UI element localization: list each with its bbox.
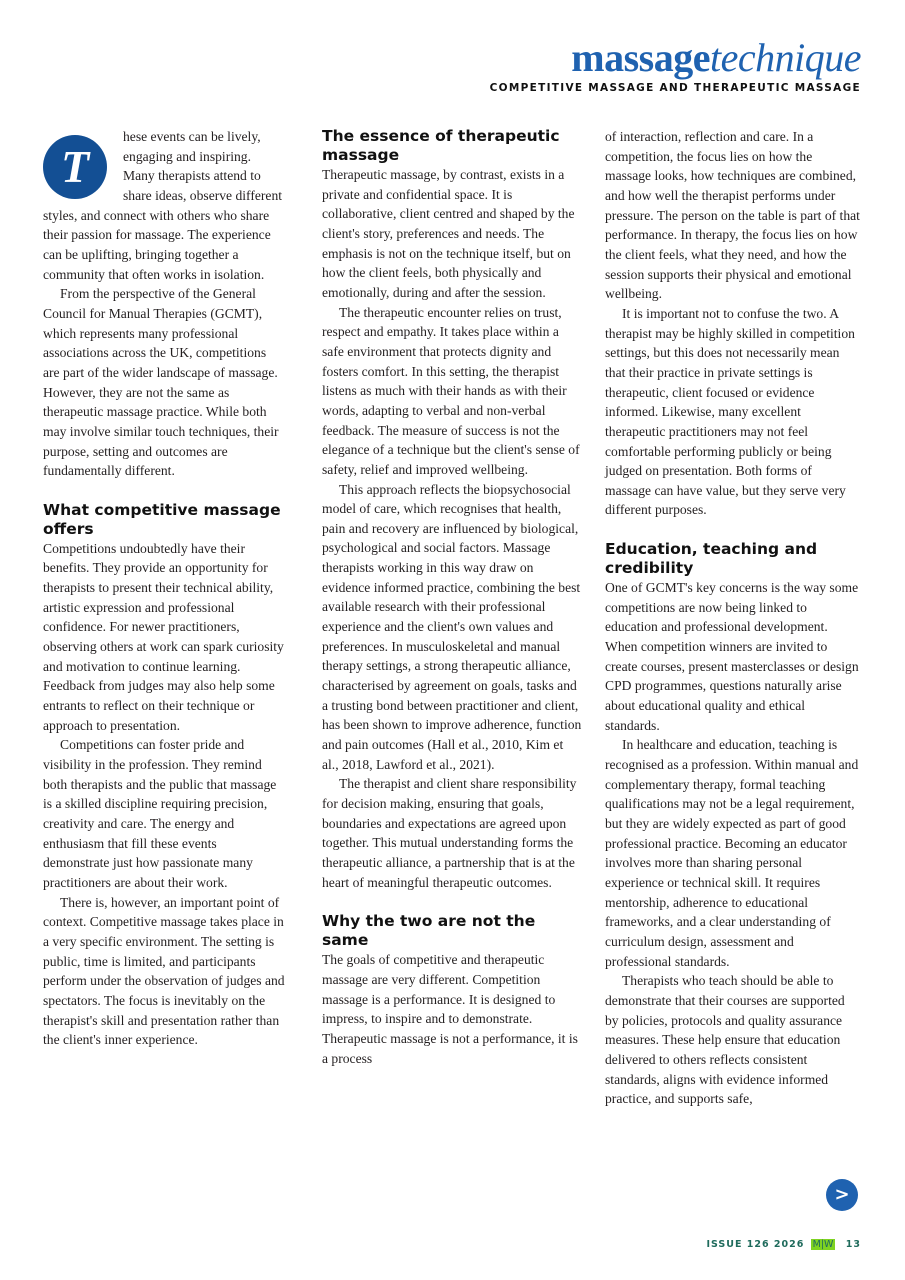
paragraph: Competitions undoubtedly have their benefits. They provide an opportunity for therapists to present their technical ability, artistic expression and professional confidence. For newer practitioners, observing others at work can spark curiosity and motivation to continue learning. Feedback from judges may also help some entrants to reflect on their technique or approach to presentation.: [43, 540, 284, 733]
paragraph: of interaction, reflection and care. In a competition, the focus lies on how the massage looks, how techniques are combined, and how well the therapist performs under pressure. The person on the table is part of that performance. In therapy, the focus lies on how the client feels, what they need, and how the session supports their physical and emotional wellbeing.: [605, 129, 860, 302]
paragraph: hese events can be lively, engaging and inspiring. Many therapists attend to share ideas, observe different styles, and connect with others who share their passion for massage. The experience can be uplifting, bringing together a community that often works in isolation.: [43, 129, 283, 282]
paragraph: The therapist and client share responsibility for decision making, ensuring that goals, boundaries and expectations are agreed upon together. This mutual understanding forms the therapeutic alliance, a partnership that is at the heart of meaningful therapeutic outcomes.: [322, 776, 577, 890]
column-2: [322, 127, 582, 1068]
mw-badge: M|W: [812, 1239, 834, 1250]
paragraph: From the perspective of the General Council for Manual Therapies (GCMT), which represents many professional associations across the UK, competitions are part of the wider landscape of massage. However, they are not the same as therapeutic massage practice. While both may involve similar touch techniques, their purpose, setting and outcomes are fundamentally different.: [43, 286, 279, 479]
paragraph: This approach reflects the biopsychosocial model of care, which recognises that health, pain and recovery are influenced by biological, psychological and social factors. Massage therapists working in this way draw on evidence informed practice, combining the best available research with their professional experience and the client's own values and preferences. In musculoskeletal and manual therapy settings, a strong therapeutic alliance, characterised by agreement on goals, tasks and a trusting bond between practitioner and client, has been shown to improve adherence, function and pain outcomes (Hall et al., 2010, Kim et al., 2018, Lawford et al., 2021).: [322, 481, 582, 772]
paragraph: In healthcare and education, teaching is recognised as a profession. Within manual and complementary therapy, formal teaching qualifications may not be a legal requirement, but they are widely expected as part of good professional practice. Becoming an educator involves more than sharing personal experience or technical skill. It requires mentorship, adherence to educational frameworks, and a clear understanding of curriculum design, assessment and professional standards.: [605, 737, 859, 969]
paragraph: There is, however, an important point of context. Competitive massage takes place in a very specific environment. The setting is public, time is limited, and participants perform under the observation of judges and spectators. The focus is inevitably on the therapist's skill and presentation rather than the client's inner experience.: [43, 894, 285, 1048]
paragraph: The therapeutic encounter relies on trust, respect and empathy. It takes place within a safe environment that protects dignity and fosters comfort. In this setting, the therapist listens as much with their hands as with their words, adapting to verbal and non-verbal feedback. The measure of success is not the elegance of a technique but the client's sense of safety, relief and improved wellbeing.: [322, 304, 580, 477]
section-heading: Education, teaching and credibility: [605, 540, 818, 578]
logo-bold: massage: [571, 35, 710, 80]
magazine-logo: [490, 36, 861, 80]
column-3: [605, 127, 860, 1109]
continue-arrow-icon[interactable]: >: [826, 1179, 858, 1211]
paragraph: One of GCMT's key concerns is the way some competitions are now being linked to education and professional development. When competition winners are invited to create courses, present masterclasses or design CPD programmes, questions naturally arise about educational quality and ethical standards.: [605, 580, 859, 733]
section-heading: The essence of therapeutic massage: [322, 127, 560, 164]
issue-label: ISSUE 126 2026: [706, 1239, 805, 1250]
article-title: COMPETITIVE MASSAGE AND THERAPEUTIC MASSAGE: [489, 82, 861, 94]
paragraph: Competitions can foster pride and visibility in the profession. They remind both therapists and the public that massage is a skilled discipline requiring precision, creativity and care. The energy and enthusiasm that fill these events demonstrate just how passionate many practitioners are about their work.: [43, 737, 277, 890]
paragraph: Therapists who teach should be able to demonstrate that their courses are supported by policies, protocols and quality assurance measures. These help ensure that education delivered to others reflects consistent standards, aligns with evidence informed practice, and supports safe,: [605, 973, 845, 1107]
masthead: [490, 36, 861, 94]
paragraph: Therapeutic massage, by contrast, exists in a private and confidential space. It is collaborative, client centred and shaped by the client's story, preferences and needs. The emphasis is not on the technique itself, but on how the client feels, both physically and emotionally, during and after the session.: [322, 167, 575, 300]
page-footer: [706, 1239, 861, 1250]
section-heading: What competitive massage offers: [43, 500, 281, 538]
logo-italic: technique: [710, 35, 861, 80]
dropcap: T: [43, 135, 107, 199]
column-1: [43, 127, 286, 1050]
page-number: 13: [845, 1239, 861, 1250]
section-heading: Why the two are not the same: [322, 912, 536, 950]
paragraph: It is important not to confuse the two. A therapist may be highly skilled in competition settings, but this does not necessarily mean that their practice in private settings is therapeutic, client focused or evidence informed. Likewise, many excellent therapeutic practitioners may not feel comfortable performing publicly or being judged on presentation. Both forms of massage can have value, but they serve very different purposes.: [605, 305, 855, 518]
paragraph: The goals of competitive and therapeutic massage are very different. Competition massage is a performance. It is designed to impress, to inspire and to demonstrate. Therapeutic massage is not a performance, it is a process: [322, 952, 578, 1066]
